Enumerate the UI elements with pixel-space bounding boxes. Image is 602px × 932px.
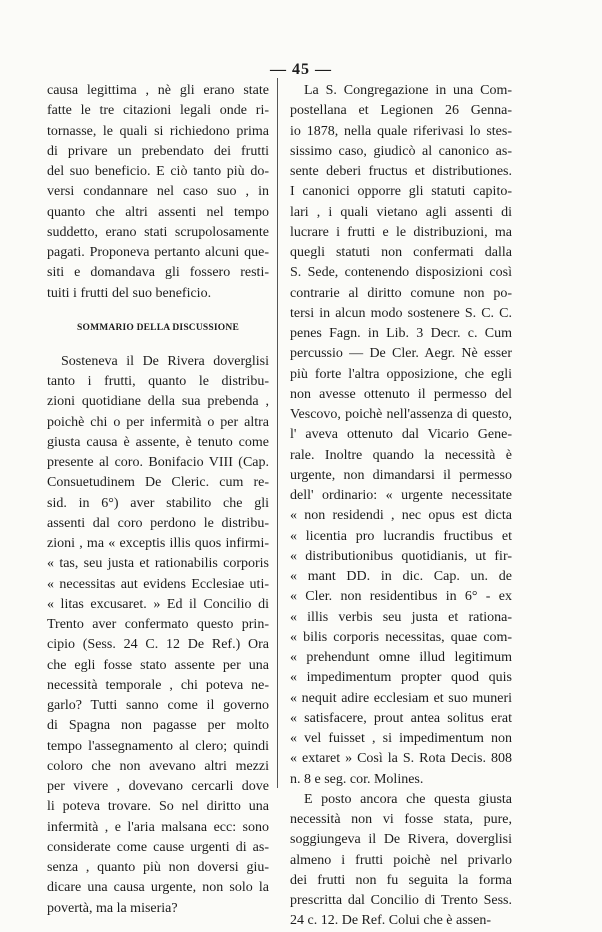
text-line: io 1878, nella quale riferivasi lo stes- — [290, 123, 512, 139]
text-line: 24 c. 12. De Ref. Colui che è assen- — [290, 913, 491, 929]
text-line: senza , quanto più non doversi giu- — [47, 860, 269, 875]
text-line: La S. Congregazione in una Com- — [304, 83, 512, 98]
text-line: necessità temporale , chi poteva ne- — [47, 677, 269, 693]
text-line: « tas, seu justa et rationabilis corporis — [47, 556, 269, 572]
text-line: giusta causa è assente, è tenuto come — [47, 434, 269, 450]
text-line: presente al coro. Bonifacio VIII (Cap. — [47, 455, 269, 470]
text-line: cipio (Sess. 24 C. 12 De Ref.) Ora — [47, 637, 269, 653]
text-line: pagati. Proponeva pertanto alcuni que- — [47, 245, 269, 260]
text-line: « nequit adire ecclesiam et suo muneri — [290, 690, 512, 706]
text-line: « extaret » Così la S. Rota Decis. 808 — [290, 751, 512, 767]
text-line: « necessitas aut evidens Ecclesiae uti- — [47, 576, 269, 592]
right-paragraph-2 — [290, 790, 512, 932]
text-line: dicare una causa urgente, non solo la — [47, 880, 269, 896]
text-line: Vescovo, poichè nell'assenza di questo, — [290, 407, 512, 422]
text-line: « non residendi , nec opus est dicta — [290, 508, 512, 524]
right-paragraph-1 — [290, 81, 512, 790]
text-line: sente deberi fructus et distributiones. — [290, 164, 512, 179]
text-line: quanto che altri assenti nel tempo — [47, 204, 269, 220]
text-line: « bilis corporis necessitas, quae com- — [290, 629, 512, 645]
text-line: « satisfacere, prout antea solitus erat — [290, 710, 512, 726]
text-line: « illis verbis seu justa et rationa- — [290, 609, 512, 625]
text-line: l' aveva ottenuto dal Vicario Gene- — [290, 427, 512, 443]
text-line: E posto ancora che questa giusta — [304, 791, 512, 807]
text-line: Sosteneva il De Rivera doverglisi — [61, 353, 269, 369]
text-line: penes Fagn. in Lib. 3 Decr. c. Cum — [290, 326, 512, 341]
text-line: « licentia pro lucrandis fructibus et — [290, 528, 512, 544]
text-line: « impedimentum propter quod quis — [290, 670, 512, 686]
text-line: « mant DD. in dic. Cap. un. de — [290, 569, 512, 584]
text-line: prescritta dal Concilio di Trento Sess. — [290, 893, 512, 908]
text-line: tanto i frutti, quanto le distribu- — [47, 374, 269, 389]
text-line: « vel fuisset , si impedimentum non — [290, 731, 512, 746]
text-line: tornasse, le quali si richiedono prima — [47, 123, 269, 139]
text-line: assenti dal coro perdono le distribu- — [47, 515, 269, 531]
text-line: del suo beneficio. E ciò tanto più do- — [47, 164, 269, 179]
column-divider — [277, 78, 278, 788]
text-line: poichè chi o per infermità o per altra — [47, 414, 269, 430]
text-line: almeno i frutti poichè nel privarlo — [290, 852, 512, 868]
text-line: li poteva trovare. So nel diritto una — [47, 799, 269, 815]
left-paragraph-2 — [47, 352, 269, 919]
left-paragraph-1 — [47, 81, 269, 304]
text-line: soggiungeva il De Rivera, doverglisi — [290, 832, 512, 848]
text-line: Consuetudinem De Cleric. cum re- — [47, 475, 269, 491]
text-line: urgente, non dimandarsi il permesso — [290, 467, 512, 483]
text-line: infermità , e l'aria malsana ecc: sono — [47, 819, 269, 835]
text-line: siti e domandava gli fossero resti- — [47, 265, 269, 281]
text-line: per vivere , dovevano cercarli dove — [47, 779, 269, 794]
text-line: quegli statuti non confermati dalla — [290, 245, 512, 260]
text-line: tempo l'assegnamento al clero; quindi — [47, 738, 269, 754]
text-line: Trento aver confermato questo prin- — [47, 617, 269, 632]
section-heading: SOMMARIO DELLA DISCUSSIONE — [77, 322, 239, 333]
text-line: di privare un prebendato dei frutti — [47, 143, 269, 159]
text-line: n. 8 e seg. cor. Molines. — [290, 771, 424, 787]
text-line: « prehendunt omne illud legitimum — [290, 650, 512, 665]
text-line: versi condannare nel caso suo , in — [47, 184, 269, 200]
text-line: tuiti i frutti del suo beneficio. — [47, 285, 212, 301]
right-column — [290, 81, 512, 932]
text-line: percussio — De Cler. Aegr. Nè esser — [290, 346, 512, 362]
text-line: lari , i quali vietano agli assenti di — [290, 204, 512, 220]
text-line: S. Sede, contenendo disposizioni così — [290, 265, 512, 281]
text-line: necessità non vi fosse stata, pure, — [290, 812, 512, 827]
text-line: « Cler. non residentibus in 6° - ex — [290, 589, 512, 605]
text-line: coloro che non avevano altri mezzi — [47, 758, 269, 774]
text-line: sissimo caso, giudicò al canonico as- — [290, 143, 512, 159]
text-line: dei frutti non fu seguita la forma — [290, 872, 512, 888]
text-line: postellana et Legionen 26 Genna- — [290, 103, 512, 119]
text-line: fatte le tre citazioni legali onde ri- — [47, 103, 269, 119]
page-number: — 45 — — [270, 61, 332, 78]
text-line: di Spagna non pagasse per molto — [47, 718, 269, 734]
text-line: garlo? Tutti sanno come il governo — [47, 698, 269, 713]
text-line: « distributionibus quotidianis, ut fir- — [290, 548, 512, 564]
text-line: suddetto, erano stati scrupolosamente — [47, 224, 269, 240]
text-line: « litas excusaret. » Ed il Concilio di — [47, 596, 269, 612]
text-line: lucrare i frutti e le distribuzioni, ma — [290, 224, 512, 240]
text-line: povertà, ma la miseria? — [47, 900, 178, 916]
text-line: tersi in alcun modo sostenere S. C. C. — [290, 305, 512, 321]
left-column — [47, 81, 269, 919]
text-line: che egli fosse stato assente per una — [47, 657, 269, 673]
text-line: sid. in 6°) aver stabilito che gli — [47, 495, 269, 511]
text-line: zioni , ma « exceptis illis quos infirmi- — [47, 536, 269, 551]
text-line: considerate come cause urgenti di as- — [47, 839, 269, 855]
text-line: I canonici opporre gli statuti capito- — [290, 184, 512, 200]
text-line: causa legittima , nè gli erano state — [47, 83, 269, 98]
text-line: non avesse ottenuto il permesso del — [290, 386, 512, 402]
text-line: zioni quotidiane della sua prebenda , — [47, 394, 269, 410]
text-line: dell' ordinario: « urgente necessitate — [290, 488, 512, 503]
text-line: più forte l'altra opposizione, che egli — [290, 366, 512, 382]
text-line: contrarie al diritto comune non po- — [290, 285, 512, 301]
text-line: rale. Inoltre quando la necessità è — [290, 447, 512, 463]
